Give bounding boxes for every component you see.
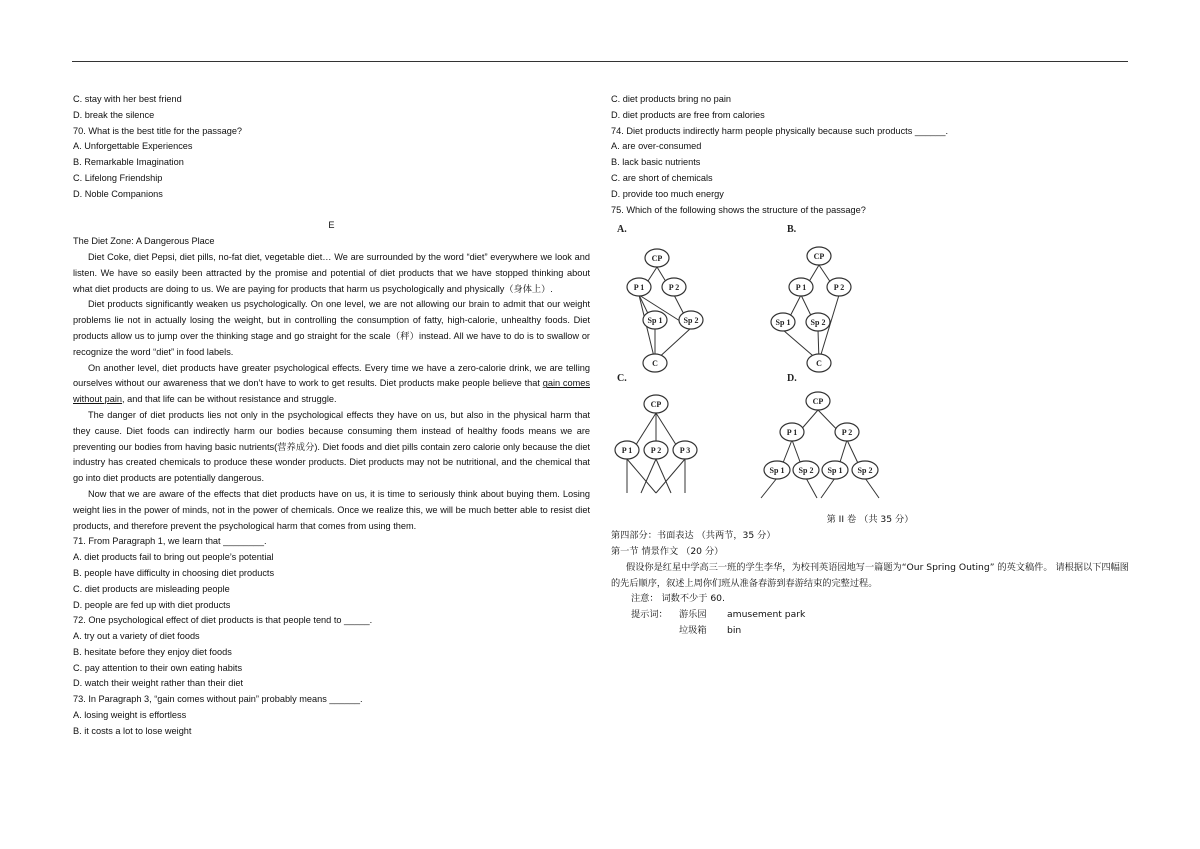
- option-70c: C. Lifelong Friendship: [73, 172, 163, 183]
- a-node-p1: P 1: [633, 283, 645, 293]
- part-4-header: 第四部分：书面表达 （共两节，35 分）: [611, 530, 776, 542]
- option-69d: D. break the silence: [73, 109, 155, 120]
- a-node-p2: P 2: [668, 283, 680, 293]
- hint-2-cn: 垃圾箱: [679, 624, 707, 636]
- c-node-p3: P 3: [679, 446, 691, 456]
- option-71a: A. diet products fail to bring out people’s potential: [73, 552, 274, 563]
- question-73: 73. In Paragraph 3, “gain comes without pain” probably means ______.: [73, 694, 363, 705]
- underlined-phrase: gain comes without pain: [73, 378, 590, 405]
- question-75: 75. Which of the following shows the structure of the passage?: [611, 204, 866, 215]
- option-74a: A. are over-consumed: [611, 141, 702, 152]
- option-69c: C. stay with her best friend: [73, 94, 182, 104]
- paragraph-5: Now that we are aware of the effects that diet products have on us, it is time to seriously think about buying them. Losing weight lies in the power of minds, not in the power of chemicals. Once we realize this, we will be much better able to resist diet products, and therefore prevent the psychological harm that comes from using them.: [73, 488, 590, 531]
- prompt-start: 假设你是红星中学高三一班的学生李华，为校刊英语园地写一篇题为: [626, 561, 902, 573]
- paragraph-2: Diet products significantly weaken us psychologically. On one level, we are not allowing our brain to admit that our weight problems lie not in actually losing the weight, but in controlling the consumption of fatty, high-calorie, unhealthy foods. Diet products allow us to jump over the thinking stage and go straight for the scale（秤）instead. All we have to do is to swallow or recognize the word “diet” in food labels.: [73, 299, 590, 357]
- paragraph-3-start: On another level, diet products have greater psychological effects. Every time we have a zero-calorie drink, we are telling ourselves without our awareness that we don’t have to work to get results. Diet products make people believe that: [73, 362, 590, 389]
- a-node-cp: CP: [651, 254, 663, 264]
- passage-title: The Diet Zone: A Dangerous Place: [73, 236, 215, 247]
- d-node-cp: CP: [812, 397, 824, 407]
- c-node-p1: P 1: [621, 446, 633, 456]
- diagram-b-label: B.: [787, 224, 797, 236]
- word-count-note: 注意： 词数不少于 60.: [631, 593, 725, 605]
- option-72a: A. try out a variety of diet foods: [73, 631, 200, 642]
- paragraph-4: The danger of diet products lies not only in the psychological effects they have on us, but also in the physical harm that they cause. Diet foods can indirectly harm our bodies because consuming them instead of healthy foods means we are preventing our bodies from having basic nutrients(营养成分). Diet foods and diet pills contain zero calorie only because the diet industry has created chemicals to produce these wonder products. Diet products may not be nutritional, and the chemical that go into diet products are potentially dangerous.: [73, 409, 590, 484]
- paragraph-3-end: , and that life can be without resistance and struggle.: [122, 394, 337, 405]
- b-node-sp2: Sp 2: [810, 318, 826, 328]
- option-70d: D. Noble Companions: [73, 188, 163, 199]
- paragraph-1: Diet Coke, diet Pepsi, diet pills, no-fat diet, vegetable diet… We are surrounded by the word “diet” everywhere we look and listen. We have so easily been attracted by the promise and potential of diet products that we have stopped thinking about what diet products are doing to us. We are paying for products that harm us psychologically and physically（身体上）.: [73, 251, 590, 294]
- part-2-header: 第 II 卷 （共 35 分）: [826, 514, 914, 526]
- writing-prompt: [611, 560, 1129, 592]
- b-node-c: C: [816, 359, 822, 369]
- paragraph-3: [73, 361, 590, 408]
- prompt-end: 的英文稿件。 请根据以下四幅图的先后顺序，叙述上周你们班从准备春游到春游结束的完整过程。: [611, 561, 1129, 589]
- prompt-title: “Our Spring Outing”: [901, 561, 995, 573]
- b-node-p2: P 2: [833, 283, 845, 293]
- d-node-p2: P 2: [841, 428, 853, 438]
- option-71b: B. people have difficulty in choosing diet products: [73, 567, 275, 578]
- blank-line: [73, 203, 590, 219]
- a-node-c: C: [652, 359, 658, 369]
- option-73b: B. it costs a lot to lose weight: [73, 725, 192, 736]
- top-rule: [72, 61, 1128, 62]
- hint-1-en: amusement park: [727, 609, 806, 621]
- d-node-sp2-a: Sp 2: [798, 466, 814, 476]
- b-node-p1: P 1: [795, 283, 807, 293]
- option-73c: C. diet products bring no pain: [611, 94, 732, 104]
- option-73a: A. losing weight is effortless: [73, 710, 187, 721]
- question-71: 71. From Paragraph 1, we learn that ________.: [73, 536, 267, 547]
- hint-2-en: bin: [727, 624, 742, 636]
- d-node-p1: P 1: [786, 428, 798, 438]
- a-node-sp2: Sp 2: [683, 316, 699, 326]
- c-node-p2: P 2: [650, 446, 662, 456]
- hint-1-cn: 游乐园: [679, 609, 707, 621]
- a-node-sp1: Sp 1: [647, 316, 663, 326]
- diagram-c-label: C.: [617, 373, 627, 385]
- b-node-cp: CP: [813, 252, 825, 262]
- option-74c: C. are short of chemicals: [611, 172, 713, 183]
- option-71d: D. people are fed up with diet products: [73, 599, 231, 610]
- d-node-sp1-a: Sp 1: [769, 466, 785, 476]
- section-letter: E: [328, 220, 335, 231]
- diagram-d-label: D.: [787, 373, 797, 385]
- option-72b: B. hesitate before they enjoy diet foods: [73, 646, 232, 657]
- hint-row-1: [611, 607, 1129, 623]
- option-74b: B. lack basic nutrients: [611, 157, 701, 168]
- option-74d: D. provide too much energy: [611, 188, 724, 199]
- c-node-cp: CP: [650, 400, 662, 410]
- structure-diagrams-svg: [611, 218, 1129, 518]
- section-1-header: 第一节 情景作文 （20 分）: [611, 545, 724, 557]
- option-72d: D. watch their weight rather than their diet: [73, 678, 244, 689]
- diagram-a-label: A.: [617, 224, 627, 236]
- left-column: [73, 92, 590, 740]
- b-node-sp1: Sp 1: [775, 318, 791, 328]
- d-node-sp2-b: Sp 2: [857, 466, 873, 476]
- d-node-sp1-b: Sp 1: [827, 466, 843, 476]
- question-74: 74. Diet products indirectly harm people physically because such products ______.: [611, 125, 949, 136]
- hint-label: 提示词：: [631, 609, 668, 621]
- option-70a: A. Unforgettable Experiences: [73, 141, 193, 152]
- structure-diagrams: [611, 218, 1129, 518]
- question-70: 70. What is the best title for the passage?: [73, 125, 243, 136]
- right-column: [611, 92, 1129, 639]
- option-71c: C. diet products are misleading people: [73, 583, 230, 594]
- option-70b: B. Remarkable Imagination: [73, 157, 184, 168]
- option-72c: C. pay attention to their own eating habits: [73, 662, 243, 673]
- hint-row-2: [611, 623, 1129, 639]
- question-72: 72. One psychological effect of diet products is that people tend to _____.: [73, 615, 373, 626]
- option-73d: D. diet products are free from calories: [611, 109, 765, 120]
